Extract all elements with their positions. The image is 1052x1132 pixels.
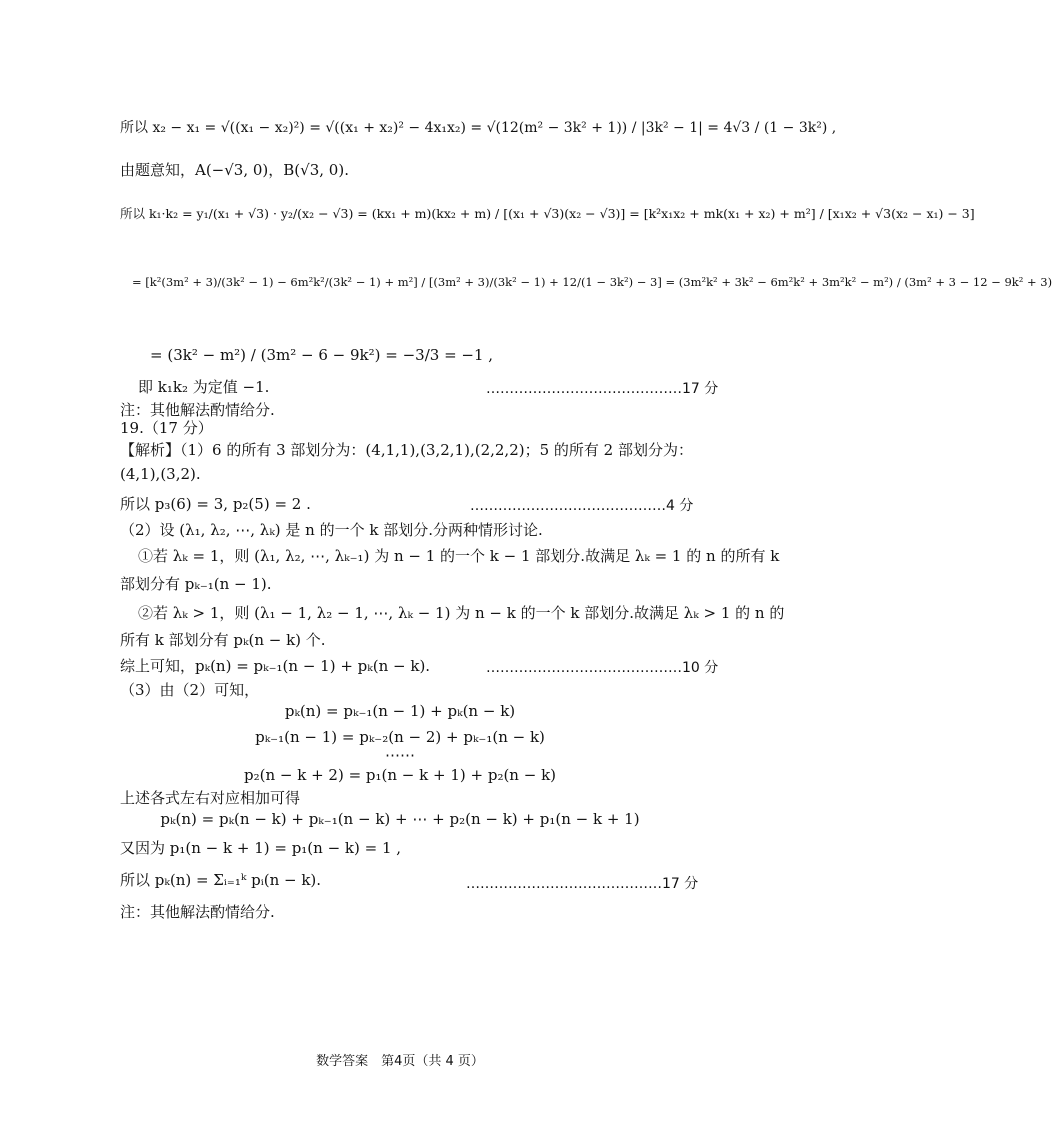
p1-equals-one: 又因为 p₁(n − k + 1) = p₁(n − k) = 1 , xyxy=(120,839,402,857)
q19-case1: ①若 λₖ = 1，则 (λ₁, λ₂, ⋯, λₖ₋₁) 为 n − 1 的一个 k − 1 部划分.故满足 λₖ = 1 的 n 的所有 k xyxy=(138,547,780,565)
score-4: ……………………………………4 分 xyxy=(470,498,694,514)
sum-statement: 上述各式左右对应相加可得 xyxy=(120,789,301,807)
sum-equation: pₖ(n) = pₖ(n − k) + pₖ₋₁(n − k) + ⋯ + p₂(n − k) + p₁(n − k + 1) xyxy=(160,810,640,828)
q19-part1-cont: (4,1),(3,2). xyxy=(120,465,201,483)
score-17-final: ……………………………………17 分 xyxy=(466,876,699,892)
q19-part1-result: 所以 p₃(6) = 3, p₂(5) = 2 . xyxy=(120,495,311,513)
eq-k1k2: 所以 k₁·k₂ = y₁/(x₁ + √3) · y₂/(x₂ − √3) = (kx₁ + m)(kx₂ + m) / [(x₁ + √3)(x₂ − √3)] = [k²x₁x₂ + mk(x₁ + x₂) + m²] / [x₁x₂ + √3(x₂ − x₁) − 3] xyxy=(120,206,975,221)
conclusion-k1k2: 即 k₁k₂ 为定值 −1. xyxy=(138,378,270,396)
note-other-methods-2: 注：其他解法酌情给分. xyxy=(120,903,275,921)
score-17: ……………………………………17 分 xyxy=(486,381,719,397)
eq-x2-minus-x1: 所以 x₂ − x₁ = √((x₁ − x₂)²) = √((x₁ + x₂)² − 4x₁x₂) = √(12(m² − 3k² + 1)) / |3k² − 1| = 4√3 / (1 − 3k²) , xyxy=(120,120,837,136)
q19-part3-intro: （3）由（2）可知， xyxy=(120,681,260,699)
q19-part2-conclusion: 综上可知，pₖ(n) = pₖ₋₁(n − 1) + pₖ(n − k). xyxy=(120,657,431,675)
recurrence-ellipsis: ⋯⋯ xyxy=(385,746,415,764)
score-10: ……………………………………10 分 xyxy=(486,660,719,676)
q19-case2-cont: 所有 k 部划分有 pₖ(n − k) 个. xyxy=(120,631,326,649)
q19-case1-cont: 部划分有 pₖ₋₁(n − 1). xyxy=(120,575,272,593)
recurrence-2: pₖ₋₁(n − 1) = pₖ₋₂(n − 2) + pₖ₋₁(n − k) xyxy=(255,728,545,746)
recurrence-last: p₂(n − k + 2) = p₁(n − k + 1) + p₂(n − k) xyxy=(243,766,557,784)
q19-part2-intro: （2）设 (λ₁, λ₂, ⋯, λₖ) 是 n 的一个 k 部划分.分两种情形讨论. xyxy=(120,521,543,539)
final-result: 所以 pₖ(n) = Σᵢ₌₁ᵏ pᵢ(n − k). xyxy=(120,871,322,889)
eq-k1k2-substitution: = [k²(3m² + 3)/(3k² − 1) − 6m²k²/(3k² − 1) + m²] / [(3m² + 3)/(3k² − 1) + 12/(1 − 3k²) − 3] = (3m²k² + 3k² − 6m²k² + 3m²k² − m²) / (3m² + 3 − 12 − 9k² + 3) xyxy=(132,275,1052,289)
note-other-methods: 注：其他解法酌情给分. xyxy=(120,401,275,419)
eq-k1k2-result: = (3k² − m²) / (3m² − 6 − 9k²) = −3/3 = −1 , xyxy=(150,346,494,364)
question-19-header: 19.（17 分） xyxy=(120,419,213,437)
points-ab: 由题意知，A(−√3, 0)，B(√3, 0). xyxy=(120,161,349,179)
page-footer: 数学答案 第4页（共 4 页） xyxy=(316,1054,484,1069)
q19-part1: 【解析】（1）6 的所有 3 部划分为：(4,1,1),(3,2,1),(2,2,2)；5 的所有 2 部划分为： xyxy=(120,441,693,459)
q19-case2: ②若 λₖ > 1，则 (λ₁ − 1, λ₂ − 1, ⋯, λₖ − 1) 为 n − k 的一个 k 部划分.故满足 λₖ > 1 的 n 的 xyxy=(138,604,785,622)
recurrence-1: pₖ(n) = pₖ₋₁(n − 1) + pₖ(n − k) xyxy=(284,702,516,720)
